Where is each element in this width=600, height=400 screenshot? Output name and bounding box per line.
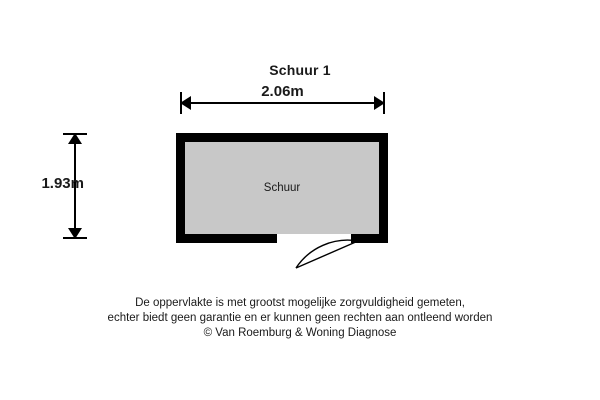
room-label: Schuur [263, 182, 301, 194]
door-swing-icon [274, 238, 364, 270]
width-dimension [180, 83, 385, 114]
disclaimer-line-1: De oppervlakte is met grootst mogelijke zorgvuldigheid gemeten, [135, 297, 465, 309]
arrow-up-icon [68, 133, 82, 144]
height-dimension-label: 1.93m [41, 175, 84, 192]
arrow-right-icon [374, 96, 385, 110]
copyright-line: © Van Roemburg & Woning Diagnose [203, 327, 397, 339]
room-floor-fill [185, 142, 379, 234]
room-outline-schuur [176, 133, 388, 243]
arrow-left-icon [180, 96, 191, 110]
width-dimension-line [186, 102, 379, 104]
disclaimer [0, 296, 600, 341]
page-title: Schuur 1 [269, 62, 331, 78]
disclaimer-line-2: echter biedt geen garantie en er kunnen geen rechten aan ontleend worden [107, 312, 493, 324]
height-dimension [41, 133, 87, 239]
arrow-down-icon [68, 228, 82, 239]
width-dimension-label: 2.06m [240, 83, 326, 101]
